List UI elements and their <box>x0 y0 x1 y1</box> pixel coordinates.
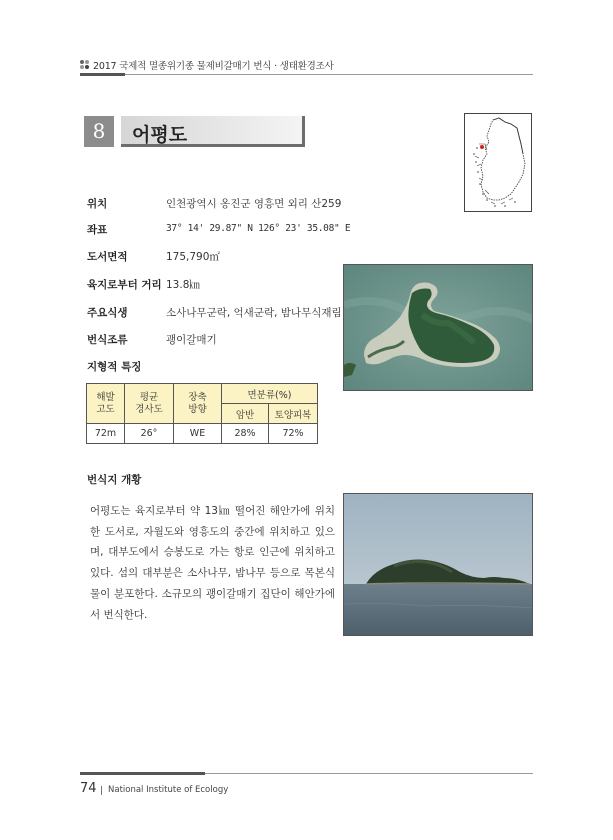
section-title: 어평도 <box>132 124 188 146</box>
distance-label: 육지로부터 거리 <box>87 279 162 291</box>
col-slope: 평균 경사도 <box>125 384 174 424</box>
coords-value: 37° 14' 29.87" N 126° 23' 35.08" E <box>166 223 351 234</box>
cell-altitude: 72m <box>87 424 125 444</box>
cell-slope: 26° <box>125 424 174 444</box>
header-rule-accent <box>80 73 125 76</box>
footer-separator <box>101 786 102 795</box>
species-label: 번식조류 <box>87 334 128 346</box>
col-altitude: 해발 고도 <box>87 384 125 424</box>
species-value: 괭이갈매기 <box>166 334 217 346</box>
aerial-photo <box>343 264 533 391</box>
distance-value: 13.8㎞ <box>166 279 200 291</box>
location-value: 인천광역시 옹진군 영흥면 외리 산259 <box>166 198 342 210</box>
cell-soil: 72% <box>269 424 318 444</box>
cell-rock: 28% <box>222 424 269 444</box>
section-number: 8 <box>84 116 114 147</box>
col-soil: 토양피복 <box>269 404 318 424</box>
col-rock: 암반 <box>222 404 269 424</box>
area-label: 도서면적 <box>87 251 128 263</box>
location-map <box>464 113 532 212</box>
overview-text: 어평도는 육지로부터 약 13㎞ 떨어진 해안가에 위치한 도서로, 자월도와 영흥도의 중간에 위치하고 있으며, 대부도에서 승봉도로 가는 항로 인근에 위치하고 있다. 섬의 대부분은 소사나무, 밤나무 등으로 목본식물이 분포한다. 소규모의 괭이갈매기 집단이 해안가에서 번식한다. <box>90 505 335 621</box>
coords-label: 좌표 <box>87 224 108 236</box>
col-cover: 면분류(%) <box>222 384 318 404</box>
korea-map-icon <box>465 114 531 211</box>
running-header: 2017 국제적 멸종위기종 물제비갈매기 번식 · 생태환경조사 <box>93 61 334 72</box>
header-rule <box>80 74 533 75</box>
location-label: 위치 <box>87 198 108 210</box>
vegetation-value: 소사나무군락, 억새군락, 밤나무식재림 <box>166 307 342 319</box>
island-photo <box>343 493 533 636</box>
vegetation-label: 주요식생 <box>87 307 128 319</box>
footer-org: National Institute of Ecology <box>108 785 229 795</box>
col-axis: 장축 방향 <box>174 384 222 424</box>
section-title-box <box>121 116 305 147</box>
footer-rule-accent <box>80 772 205 775</box>
page-number: 74 <box>80 781 97 796</box>
location-marker-icon <box>480 145 484 149</box>
terrain-label: 지형적 특징 <box>87 361 142 373</box>
area-value: 175,790㎡ <box>166 251 220 263</box>
cell-axis: WE <box>174 424 222 444</box>
terrain-table <box>86 383 318 444</box>
header-dots-icon <box>80 60 90 70</box>
overview-heading: 번식지 개황 <box>87 474 142 486</box>
